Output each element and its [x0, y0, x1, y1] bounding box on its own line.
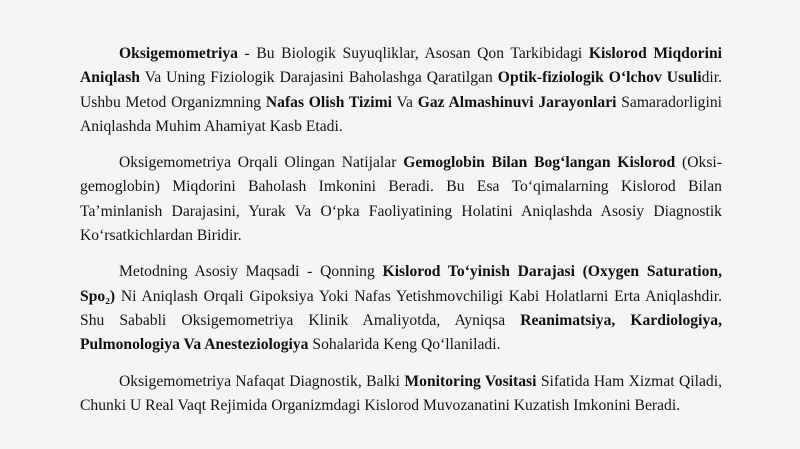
text-run: Sohalarida Keng Qo‘llaniladi.: [308, 336, 501, 354]
text-run: Sifatida Ham Xizmat Qiladi, Chunki U Real Vaqt Rejimida Organizmdagi Kislorod Muvozanatini Kuzatish Imkonini Beradi.: [80, 372, 722, 414]
text-run: (Oksi-gemoglobin) Miqdorini Baholash Imkonini Beradi. Bu Esa To‘qimalarning Kislorod Bilan Ta’minlanish Darajasini, Yurak Va O‘pka Faoliyatining Holatini Aniqlashda Asosiy Diagnostik Ko‘rsatkichlardan Biridir.: [80, 154, 722, 245]
text-run: Ni Aniqlash Orqali Gipoksiya Yoki Nafas Yetishmovchiligi Kabi Holatlarni Erta Aniqlashdir. Shu Sababli Oksigemometriya Klinik Amaliyotda, Ayniqsa: [80, 287, 722, 329]
term-kislorod-miqdorini-aniqlash: Kislorod Miqdorini Aniqlash: [80, 45, 722, 87]
paragraph-definition: [80, 42, 722, 139]
paragraph-monitoring: [80, 370, 722, 419]
text-run: Oksigemometriya Nafaqat Diagnostik, Balki: [119, 372, 405, 390]
paragraph-purpose: [80, 260, 722, 357]
text-run: Va Uning Fiziologik Darajasini Baholashga Qaratilgan: [139, 69, 498, 87]
term-gaz-almashinuvi-jarayonlari: Gaz Almashinuvi Jarayonlari: [417, 93, 617, 111]
term-gemoglobin-bilan-boglangan-kislorod: Gemoglobin Bilan Bog‘langan Kislorod: [403, 154, 676, 172]
term-nafas-olish-tizimi: Nafas Olish Tizimi: [265, 93, 393, 111]
term-kislorod-toyinish-darajasi: Kislorod To‘yinish Darajasi (Oxygen Saturation, Spo₂): [80, 263, 722, 305]
text-run: Oksigemometriya Orqali Olingan Natijalar: [119, 154, 404, 172]
text-run: Va: [392, 93, 418, 111]
text-run: - Bu Biologik Suyuqliklar, Asosan Qon Tarkibidagi: [237, 45, 589, 62]
text-run: dir. Ushbu Metod Organizmning: [80, 69, 723, 111]
paragraph-results: [80, 151, 722, 248]
term-clinical-fields: Reanimatsiya, Kardiologiya, Pulmonologiya Va Anesteziologiya: [80, 311, 723, 354]
text-run: Samaradorligini Aniqlashda Muhim Ahamiyat Kasb Etadi.: [80, 93, 723, 135]
term-oksigemometriya: Oksigemometriya: [119, 45, 238, 62]
term-monitoring-vositasi: Monitoring Vositasi: [404, 372, 537, 390]
text-run: Metodning Asosiy Maqsadi - Qonning: [119, 263, 383, 281]
term-optik-fiziologik-olchov-usuli: Optik-fiziologik O‘lchov Usuli: [497, 69, 702, 87]
